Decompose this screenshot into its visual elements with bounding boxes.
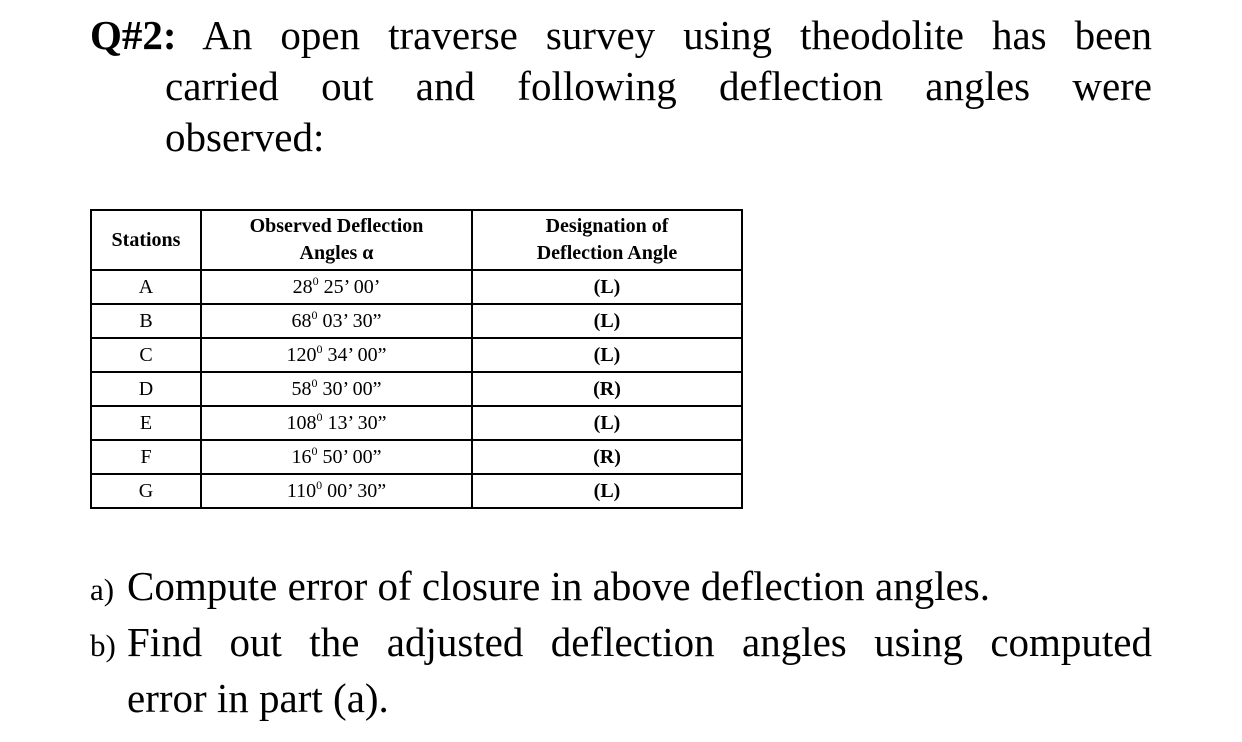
header-designation-line-1: Designation of (545, 215, 669, 237)
header-designation (472, 210, 742, 270)
angle-cell (201, 338, 472, 372)
angle-min-sec: 50’ 00” (317, 446, 382, 468)
station-cell: E (91, 406, 201, 440)
angle-min-sec: 25’ 00’ (318, 276, 381, 298)
angle-degrees: 28 (292, 276, 313, 298)
station-cell: D (91, 372, 201, 406)
question-number: Q#2: (90, 12, 177, 58)
part-a-label: a) (90, 572, 115, 607)
angle-cell (201, 406, 472, 440)
designation-cell: (R) (472, 372, 742, 406)
angle-cell (201, 372, 472, 406)
table-row (91, 440, 742, 474)
table-header-row (91, 210, 742, 270)
angle-cell (201, 270, 472, 304)
station-cell: C (91, 338, 201, 372)
table-row (91, 304, 742, 338)
designation-cell: (L) (472, 474, 742, 508)
angle-degrees: 110 (286, 480, 317, 502)
question-block (90, 10, 1152, 163)
header-stations: Stations (91, 210, 201, 270)
station-cell: F (91, 440, 201, 474)
angle-min-sec: 00’ 30” (322, 480, 387, 502)
degree-mark: 0 (316, 342, 323, 356)
angle-min-sec: 13’ 30” (322, 412, 387, 434)
table-row (91, 338, 742, 372)
part-b-text-line-1: Find out the adjusted deflection angles using computed (127, 619, 1152, 665)
header-observed-angle-line-1: Observed Deflection (249, 215, 424, 237)
angle-min-sec: 34’ 00” (322, 344, 387, 366)
designation-cell: (L) (472, 338, 742, 372)
designation-cell: (R) (472, 440, 742, 474)
deflection-angles-table (90, 209, 743, 509)
part-b-label: b) (90, 628, 116, 663)
header-observed-angle (201, 210, 472, 270)
angle-min-sec: 03’ 30” (317, 310, 382, 332)
station-cell: A (91, 270, 201, 304)
degree-mark: 0 (316, 410, 323, 424)
question-text-line-3: observed: (165, 114, 325, 160)
header-designation-line-2: Deflection Angle (536, 242, 678, 264)
question-parts (90, 560, 1152, 724)
angle-degrees: 108 (286, 412, 317, 434)
station-cell: G (91, 474, 201, 508)
degree-mark: 0 (311, 444, 318, 458)
question-text-line-1: An open traverse survey using theodolite has been (202, 12, 1152, 58)
angle-cell (201, 474, 472, 508)
table-row (91, 474, 742, 508)
header-observed-angle-line-2: Angles α (299, 242, 374, 264)
designation-cell: (L) (472, 406, 742, 440)
question-text-line-2: carried out and following deflection angles were (165, 63, 1152, 109)
degree-mark: 0 (311, 308, 318, 322)
designation-cell: (L) (472, 270, 742, 304)
angle-cell (201, 304, 472, 338)
station-cell: B (91, 304, 201, 338)
table-row (91, 372, 742, 406)
angle-min-sec: 30’ 00” (317, 378, 382, 400)
degree-mark: 0 (312, 274, 319, 288)
part-a (90, 560, 1152, 616)
angle-degrees: 16 (291, 446, 312, 468)
part-a-text: Compute error of closure in above deflection angles. (127, 563, 990, 609)
degree-mark: 0 (311, 376, 318, 390)
part-b (90, 616, 1152, 672)
angle-cell (201, 440, 472, 474)
designation-cell: (L) (472, 304, 742, 338)
table-row (91, 406, 742, 440)
angle-degrees: 120 (286, 344, 317, 366)
part-b-text-line-2: error in part (a). (127, 675, 389, 721)
table-row (91, 270, 742, 304)
angle-degrees: 68 (291, 310, 312, 332)
degree-mark: 0 (316, 478, 323, 492)
angle-degrees: 58 (291, 378, 312, 400)
question-line-1 (90, 10, 1152, 61)
